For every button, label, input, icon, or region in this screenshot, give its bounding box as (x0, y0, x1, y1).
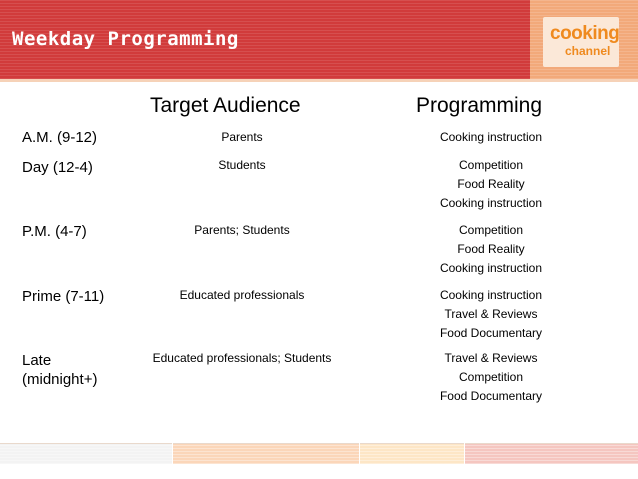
audience-cell-prime: Educated professionals (179, 288, 305, 302)
programming-cell-day (406, 156, 576, 213)
programming-cell-late (406, 349, 576, 406)
programming-item: Travel & Reviews (444, 307, 538, 321)
programming-item: Cooking instruction (439, 196, 543, 210)
row-label-late-line1: Late (22, 352, 52, 369)
row-label-late-line2: (midnight+) (22, 371, 98, 388)
programming-item: Travel & Reviews (444, 351, 538, 365)
programming-item: Food Documentary (439, 326, 543, 340)
logo-word-cooking: cooking (550, 23, 620, 44)
programming-item: Cooking instruction (439, 130, 543, 144)
programming-item: Food Reality (457, 242, 525, 256)
programming-item: Cooking instruction (439, 261, 543, 275)
footer-segment (173, 443, 359, 464)
header-divider (0, 79, 638, 82)
programming-item: Competition (458, 223, 524, 237)
footer-segment (360, 443, 464, 464)
footer-segment (465, 443, 638, 464)
slide-title: Weekday Programming (12, 28, 239, 50)
row-label-am: A.M. (9-12) (22, 129, 98, 146)
row-label-day: Day (12-4) (22, 159, 93, 176)
programming-item: Competition (458, 158, 524, 172)
programming-item: Food Documentary (439, 389, 543, 403)
programming-cell-am (406, 128, 576, 147)
programming-item: Food Reality (457, 177, 525, 191)
programming-item: Competition (458, 370, 524, 384)
audience-cell-late: Educated professionals; Students (152, 351, 332, 365)
programming-cell-pm (406, 221, 576, 278)
audience-cell-pm: Parents; Students (194, 223, 290, 237)
row-label-late (22, 352, 97, 388)
cooking-channel-logo (543, 17, 619, 67)
footer-segment (0, 443, 172, 464)
row-label-pm: P.M. (4-7) (22, 223, 87, 240)
logo-word-channel: channel (565, 44, 611, 58)
column-header-target-audience: Target Audience (150, 94, 301, 117)
column-header-programming: Programming (416, 94, 543, 117)
row-label-prime: Prime (7-11) (22, 288, 105, 305)
programming-cell-prime (406, 286, 576, 343)
audience-cell-am: Parents (221, 130, 263, 144)
footer-band (0, 443, 638, 479)
programming-item: Cooking instruction (439, 288, 543, 302)
audience-cell-day: Students (218, 158, 266, 172)
